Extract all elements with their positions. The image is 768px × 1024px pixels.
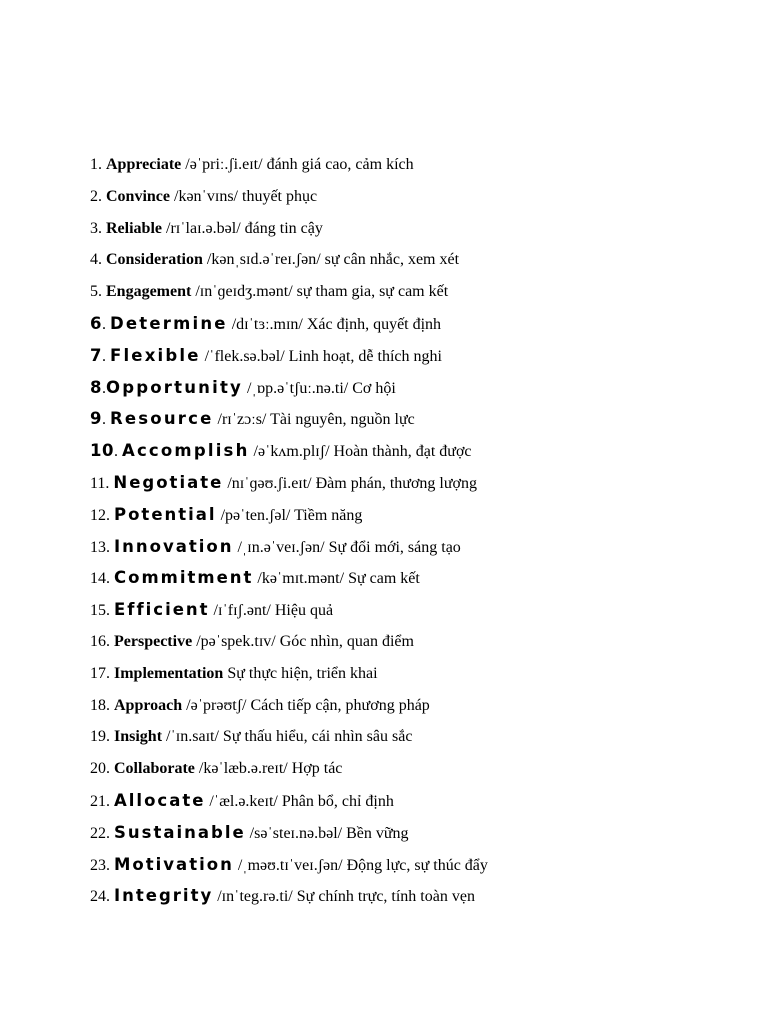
item-number: 6 (90, 313, 102, 333)
vocab-word: Convince (106, 187, 170, 205)
vocab-row (90, 821, 750, 853)
ipa-transcription: /ˈæl.ə.keɪt/ (209, 792, 278, 810)
vocab-row (90, 789, 750, 821)
ipa-transcription: /rɪˈzɔːs/ (217, 411, 267, 429)
vocab-word: Innovation (114, 536, 234, 556)
ipa-transcription: /ɪnˈteg.rə.ti/ (217, 888, 293, 906)
vietnamese-meaning: Phân bổ, chỉ định (281, 792, 394, 810)
ipa-transcription: /dɪˈtɜː.mɪn/ (231, 315, 303, 333)
item-number: 3. (90, 219, 102, 237)
vietnamese-meaning: Xác định, quyết định (306, 315, 442, 333)
vocab-row (90, 725, 750, 757)
vietnamese-meaning: thuyết phục (242, 187, 318, 205)
vocab-row (90, 217, 750, 249)
vietnamese-meaning: Hoàn thành, đạt được (333, 443, 472, 461)
vietnamese-meaning: Hiệu quả (274, 602, 334, 620)
vocab-word: Commitment (114, 568, 254, 588)
vocab-row (90, 662, 750, 694)
vocab-row (90, 439, 750, 471)
vocab-word: Appreciate (106, 156, 182, 173)
ipa-transcription: /kənˈvɪns/ (174, 187, 238, 205)
vietnamese-meaning: sự tham gia, sự cam kết (296, 283, 449, 301)
number-separator: . (101, 411, 110, 429)
item-number: 24. (90, 888, 110, 906)
vietnamese-meaning: Cách tiếp cận, phương pháp (250, 696, 430, 714)
vocab-word: Engagement (106, 283, 192, 301)
item-number: 16. (90, 632, 110, 650)
item-number: 7 (90, 345, 102, 365)
item-number: 15. (90, 602, 110, 620)
vocab-word: Insight (114, 728, 163, 746)
number-separator: . (101, 347, 110, 365)
ipa-transcription: /əˈkʌm.plɪʃ/ (253, 443, 330, 461)
item-number: 2. (90, 187, 102, 205)
vocab-word: Determine (109, 313, 228, 333)
ipa-transcription: /ˌɪn.əˈveɪ.ʃən/ (237, 538, 325, 556)
item-number: 8 (90, 377, 102, 397)
number-separator: . (101, 379, 106, 397)
item-number: 23. (90, 856, 110, 874)
vietnamese-meaning: Tài nguyên, nguồn lực (270, 411, 415, 429)
item-number: 18. (90, 696, 110, 714)
item-number: 12. (90, 506, 110, 524)
vietnamese-meaning: Sự chính trực, tính toàn vẹn (296, 888, 475, 906)
vietnamese-meaning: Cơ hội (352, 379, 396, 397)
vocab-row (90, 376, 750, 408)
vietnamese-meaning: Tiềm năng (294, 506, 363, 524)
vocab-row (90, 471, 750, 503)
vietnamese-meaning: Góc nhìn, quan điểm (279, 632, 414, 650)
ipa-transcription: /kəˈmɪt.mənt/ (257, 570, 345, 588)
ipa-transcription: /ɪnˈɡeɪdʒ.mənt/ (195, 283, 293, 301)
vocab-word: Integrity (114, 886, 214, 906)
item-number: 22. (90, 824, 110, 842)
item-number: 4. (90, 251, 102, 269)
vocab-row (90, 535, 750, 567)
number-separator: . (113, 443, 122, 461)
vocab-word: Resource (109, 409, 214, 429)
vocab-row (90, 185, 750, 217)
vocab-row (90, 407, 750, 439)
vocab-row (90, 598, 750, 630)
vietnamese-meaning: Sự đổi mới, sáng tạo (328, 538, 461, 556)
vietnamese-meaning: Linh hoạt, dễ thích nghi (288, 347, 442, 365)
vietnamese-meaning: Hợp tác (291, 760, 343, 778)
item-number: 9 (90, 409, 102, 429)
ipa-transcription: /ˌməʊ.tɪˈveɪ.ʃən/ (237, 856, 343, 874)
vocab-row (90, 757, 750, 789)
ipa-transcription: /nɪˈɡəʊ.ʃi.eɪt/ (227, 474, 312, 492)
ipa-transcription: /ˈɪn.saɪt/ (166, 728, 219, 746)
vocab-word: Opportunity (105, 377, 243, 397)
vocab-row (90, 884, 750, 916)
ipa-transcription: /ˈflek.sə.bəl/ (204, 347, 285, 365)
ipa-transcription: /səˈsteɪ.nə.bəl/ (249, 824, 343, 842)
item-number: 21. (90, 792, 110, 810)
vocabulary-list (90, 153, 750, 916)
vocab-word: Potential (114, 504, 217, 524)
vocab-row (90, 503, 750, 535)
vocab-row (90, 566, 750, 598)
item-number: 14. (90, 570, 110, 588)
vocab-word: Perspective (114, 632, 193, 650)
item-number: 17. (90, 664, 110, 682)
vocab-row (90, 344, 750, 376)
vocab-word: Collaborate (114, 760, 195, 778)
item-number: 11. (90, 474, 110, 492)
vietnamese-meaning: đáng tin cậy (244, 219, 323, 237)
item-number: 13. (90, 538, 110, 556)
vocab-row (90, 630, 750, 662)
vocab-word: Motivation (114, 854, 234, 874)
ipa-transcription: /rɪˈlaɪ.ə.bəl/ (166, 219, 241, 237)
number-separator: . (101, 315, 110, 333)
vocab-word: Efficient (114, 600, 210, 620)
vocab-row (90, 280, 750, 312)
ipa-transcription: /kənˌsɪd.əˈreɪ.ʃən/ (206, 251, 321, 269)
vietnamese-meaning: Đàm phán, thương lượng (315, 474, 477, 492)
vocab-word: Flexible (109, 345, 201, 365)
ipa-transcription: /əˈprəʊtʃ/ (186, 696, 247, 714)
vocab-row (90, 853, 750, 885)
ipa-transcription: /pəˈten.ʃəl/ (220, 506, 291, 524)
item-number: 19. (90, 728, 110, 746)
vietnamese-meaning: Bền vững (346, 824, 409, 842)
vietnamese-meaning: Sự thực hiện, triển khai (227, 664, 378, 682)
vietnamese-meaning: Động lực, sự thúc đẩy (346, 856, 488, 874)
vocab-row (90, 248, 750, 280)
vocab-word: Approach (114, 696, 183, 714)
item-number: 10 (90, 441, 114, 461)
ipa-transcription: /kəˈlæb.ə.reɪt/ (198, 760, 288, 778)
vocab-word: Negotiate (113, 472, 224, 492)
ipa-transcription: /ˌɒp.əˈtʃuː.nə.ti/ (247, 379, 349, 397)
vocab-word: Reliable (106, 219, 162, 237)
vocab-row (90, 312, 750, 344)
vocab-row (90, 153, 750, 185)
ipa-transcription: /əˈpriː.ʃi.eɪt/ (185, 156, 263, 173)
ipa-transcription: /ɪˈfɪʃ.ənt/ (213, 602, 271, 620)
vocab-word: Consideration (106, 251, 203, 269)
vocab-word: Accomplish (121, 441, 250, 461)
vocab-row (90, 694, 750, 726)
vietnamese-meaning: sự cân nhắc, xem xét (324, 251, 460, 269)
item-number: 5. (90, 283, 102, 301)
vocab-word: Implementation (114, 664, 224, 682)
item-number: 20. (90, 760, 110, 778)
vietnamese-meaning: Sự cam kết (348, 570, 420, 588)
ipa-transcription: /pəˈspek.tɪv/ (196, 632, 276, 650)
vocab-word: Allocate (114, 790, 206, 810)
vietnamese-meaning: đánh giá cao, cảm kích (266, 156, 414, 173)
item-number: 1. (90, 156, 102, 173)
vietnamese-meaning: Sự thấu hiểu, cái nhìn sâu sắc (222, 728, 413, 746)
vocab-word: Sustainable (114, 822, 246, 842)
